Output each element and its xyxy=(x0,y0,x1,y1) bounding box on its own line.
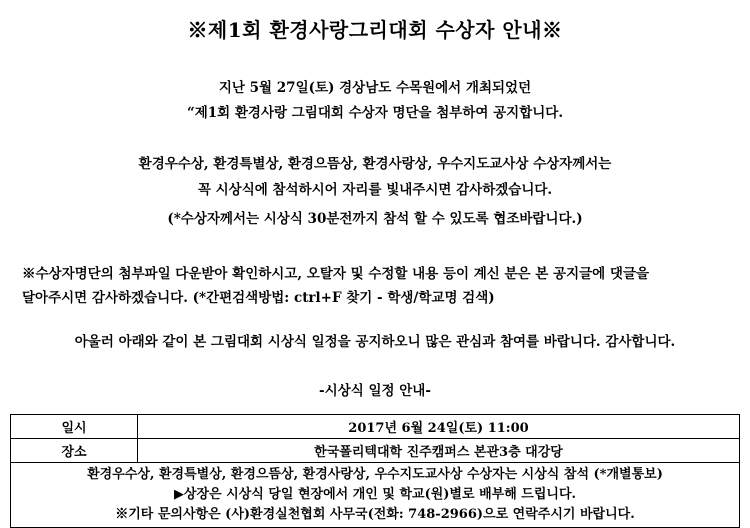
intro-line-1: 지난 5월 27일(토) 경상남도 수목원에서 개최되었던 xyxy=(218,80,532,96)
awards-line-3: (*수상자께서는 시상식 30분전까지 참석 할 수 있도록 협조바랍니다.) xyxy=(167,211,583,227)
page-title: ※제1회 환경사랑그리대회 수상자 안내※ xyxy=(187,18,563,42)
schedule-table xyxy=(10,414,740,528)
awards-line-1: 환경우수상, 환경특별상, 환경으뜸상, 환경사랑상, 우수지도교사상 수상자께서는 xyxy=(138,156,612,172)
note-line-3: ※기타 문의사항은 (사)환경실천협회 사무국(전화: 748-2966)으로 연락주시기 바랍니다. xyxy=(115,507,635,522)
place-label: 장소 xyxy=(11,439,138,463)
table-row-place xyxy=(11,439,740,463)
notice-line-2: 달아주시면 감사하겠습니다. (*간편검색방법: ctrl+F 찾기 - 학생/학교명 검색) xyxy=(22,290,495,306)
schedule-heading: -시상식 일정 안내- xyxy=(319,383,431,399)
awards-line-2: 꼭 시상식에 참석하시어 자리를 빛내주시면 감사하겠습니다. xyxy=(197,182,553,198)
closing-text: 아울러 아래와 같이 본 그림대회 시상식 일정을 공지하오니 많은 관심과 참여를 바랍니다. 감사합니다. xyxy=(74,334,676,350)
table-row-notes xyxy=(11,463,740,528)
notice-line-1: ※수상자명단의 첨부파일 다운받아 확인하시고, 오탈자 및 수정할 내용 등이 계신 분은 본 공지글에 댓글을 xyxy=(22,266,650,282)
table-row-date xyxy=(11,415,740,439)
date-value: 2017년 6월 24일(토) 11:00 xyxy=(138,415,740,439)
note-line-2: ▶상장은 시상식 당일 현장에서 개인 및 학교(원)별로 배부해 드립니다. xyxy=(173,487,577,502)
intro-line-2: “제1회 환경사랑 그림대회 수상자 명단을 첨부하여 공지합니다. xyxy=(186,105,564,121)
place-value: 한국폴리텍대학 진주캠퍼스 본관3층 대강당 xyxy=(138,439,740,463)
date-label: 일시 xyxy=(11,415,138,439)
note-line-1: 환경우수상, 환경특별상, 환경으뜸상, 환경사랑상, 우수지도교사상 수상자는 시상식 참석 (*개별통보) xyxy=(87,467,663,482)
notes-cell xyxy=(11,463,740,528)
